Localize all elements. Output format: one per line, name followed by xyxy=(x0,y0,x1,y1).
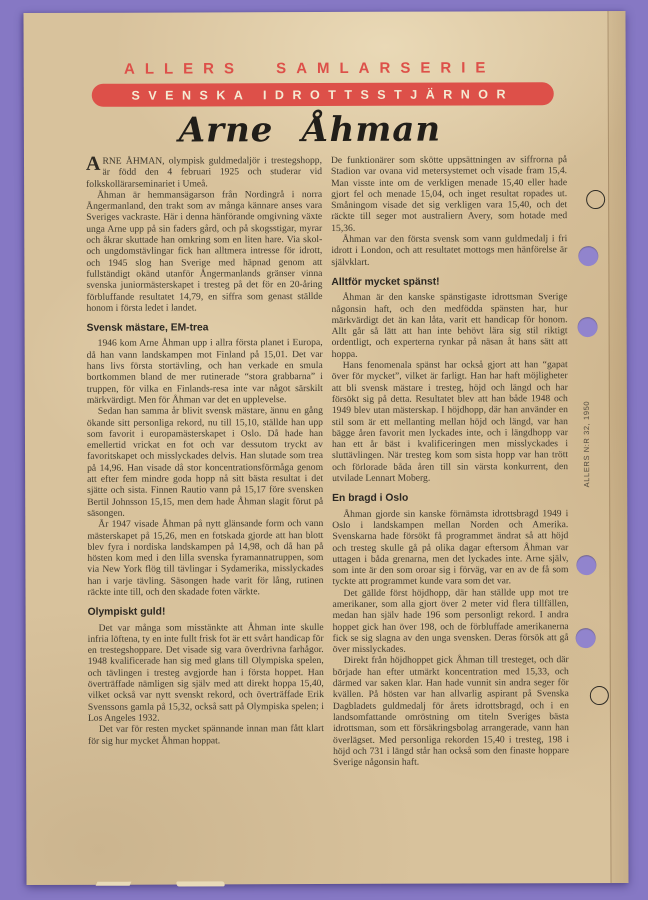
lead-caps: RNE ÅHMAN, xyxy=(102,155,165,167)
punch-hole-3 xyxy=(576,555,596,575)
paragraph: Hans fenomenala spänst har också gjort att han “gapat över för mycket”, vilket är farligt. Han har haft möjligheter att bli svensk mästare i tresteg, höjd och längd och har försökt sig på detta. Resultatet blev att han både 1948 och 1949 blev utan mästerskap. I höjdhopp, där han använder en stil som är ett mellanting mellan höjd och längd, var han bägge åren favorit men lyckades inte, och i längdhopp var han ett år bäst i kvalificeringen men misslyckades i sluttävlingen. När tresteg kom som sista hopp var han trött och förlorade båda åren till sin värsta konkurrent, den utvilade Lennart Moberg. xyxy=(331,359,569,484)
paper-tear xyxy=(176,881,225,886)
paragraph: Sedan han samma år blivit svensk mästare, ännu en gång ökande sitt personliga rekord, nu till 15,10, ställde han upp som favorit i europamästerskapet i Oslo. Då hade han emellertid vrickat en fot och var dessutom tryckt av favoritskapet och misslyckades delvis. Han slutade som trea på 14,96. Han visade då stor koncentrationsförmåga genom att efter fem mindre goda hopp nå sitt bästa resultat i det sjätte och sista. Finnen Rautio vann på 15,17 före svensken Bertil Johnsson 15,15, men dem hade Åhman slagit förut på säsongen. xyxy=(86,405,324,519)
series-banner xyxy=(92,82,554,107)
paragraph: År 1947 visade Åhman på nytt glänsande form och vann mästerskapet på 15,26, men en fotskada gjorde att han blott blev fyra i nordiska landskampen på 14,98, och då han på hösten kom med i den lilla svenska fyramannatruppen, som via New York flög till tävlingar i Sydamerika, misslyckades han i varje tävling. Säsongen hade varit för lång, rutinen räckte inte till, och den skadade foten värkte. xyxy=(87,518,324,598)
section-heading-svensk-mastare: Svensk mästare, EM-trea xyxy=(86,322,209,334)
side-note: ALLERS N:R 32, 1950 xyxy=(581,400,592,488)
punch-hole-4 xyxy=(576,628,596,648)
article-columns xyxy=(86,154,570,769)
section-heading-olympiskt-guld: Olympiskt guld! xyxy=(87,606,166,619)
paper-fold-edge xyxy=(607,11,628,883)
paragraph: Det var många som misstänkte att Åhman inte skulle infria löftena, ty en inte fullt frisk fot är ett svårt handicap för en trestegshoppare. Det visade sig vara överdrivna farhågor. 1948 kvalificerade han sig med glans till Olympiska spelen, och tävlingen i tresteg avgjorde han i första hoppet. Han överträffade nämligen sig själv med att direkt hoppa 15,40, vilket också var nytt svenskt rekord, och överträffade Erik Svenssons gamla på 15,32, också satt på Olympiska spelen; i Los Angeles 1932. xyxy=(87,621,324,724)
punch-hole-2 xyxy=(578,317,598,337)
paragraph xyxy=(85,152,323,190)
paper-tear xyxy=(96,882,132,886)
paragraph: De funktionärer som skötte uppsättningen av siffrorna på Stadion var ovana vid metersystemet och visade fram 15,4. Man visste inte om de verkligen menade 15,40 eller hade gjort fel och menade 15,04, och inget resultat ropades ut. Småningom visade det sig verkligen vara 15,40, och det räckte till seger mot australiern Avery, som hotade med 15,36. xyxy=(330,154,568,234)
punch-hole-1 xyxy=(578,246,598,266)
dropcap: A xyxy=(85,152,101,175)
paragraph: 1946 kom Arne Åhman upp i allra första planet i Europa, då han vann landskampen mot Finland på 15,01. Det var hans livs första stortävling, och han verkade en smula bortkommen bland de mer rutinerade “stora grabbarna” i truppen, för vilka en Finlands-resa inte var något särskilt märkvärdigt. Men för Åhman var det en upplevelse. xyxy=(86,337,323,406)
paper-sheet xyxy=(23,11,628,885)
series-title: ALLERS SAMLARSERIE xyxy=(123,59,496,78)
article-title: Arne Åhman xyxy=(178,109,442,151)
paragraph: Det gällde först höjdhopp, där han ställde upp mot tre amerikaner, som alla gjort över 2 meter vid flera tillfällen, medan han själv hade 196 som personligt rekord. I andra hoppet gick han över 198, och de förbluffade amerikanerna fick se sig slagna av den unga svensken. Deras försök att gå över misslyckades. xyxy=(332,586,569,656)
paragraph: Det var för resten mycket spännande innan man fått klart för sig hur mycket Åhman hoppat. xyxy=(88,723,324,747)
punch-guide-circle-top xyxy=(586,190,605,209)
paragraph-text: olympisk guldmedaljör i trestegshopp, är född den 4 februari 1925 och studerar vid folkskollärarseminariet i Umeå. xyxy=(86,155,323,190)
column-left xyxy=(85,152,324,769)
paragraph: Direkt från höjdhoppet gick Åhman till tresteget, och där började han efter utmärkt koncentration med 15,33, och därmed var saken klar. Han hade vunnit sin andra seger för kvällen. På hösten var han allvarlig aspirant på Svenska Dagbladets guldmedalj för årets idrottsbragd, och i en landsomfattande omröstning om titeln Sveriges bästa idrottsman, som ett försäkringsbolag arrangerade, vann han överlägset. Med personliga rekorden 15,40 i tresteg, 198 i höjd och 731 i längd står han också som den finaste hoppare Sverige någonsin haft. xyxy=(332,654,570,769)
paragraph: Åhman är den kanske spänstigaste idrottsman Sverige någonsin haft, och den medfödda spänsten har, hur märkvärdigt det än kan låta, varit ett handicap för honom. Allt går så lätt att han inte behövt lära sig stil riktigt ordentligt, och experterna rynkar på näsan åt hans sätt att hoppa. xyxy=(331,291,568,360)
punch-guide-circle-bottom xyxy=(590,686,609,705)
paragraph: Åhman var den första svensk som vann guldmedalj i fri idrott i London, och att resultatet mottogs men hänförelse är självklart. xyxy=(331,233,568,268)
paragraph: Åhman är hemmansägarson från Nordingrå i norra Ångermanland, den trakt som av många kännare anses vara Sveriges vackraste. Här i denna hänförande omgivning växte unga Arne upp på sin faders gård, och på skogsstigar, myrar och åkrar skuttade han omkring som en liten hare. Via skol- och ungdomstävlingar fick han alltmera intresse för idrott, och 1945 slog han Sverige med häpnad genom att fullständigt okänd utanför Ångermanlands gränser vinna svenska juniormästerskapet i tresteg på det för en 20-åring förbluffande resultatet 14,79, en siffra som genast ställde honom i första ledet i landet. xyxy=(86,188,323,314)
banner-title: SVENSKA IDROTTSSTJÄRNOR xyxy=(131,87,515,103)
paragraph: Åhman gjorde sin kanske förnämsta idrottsbragd 1949 i Oslo i landskampen mellan Norden och Amerika. Svenskarna hade försökt få programmet ändrat så att höjd och tresteg skulle gå på olika dagar eftersom Åhman var uttagen i båda grenarna, men det lyckades inte. Arne själv, som inte är den som oroar sig i förväg, var en av de få som tyckte att programmet kunde vara som det var. xyxy=(332,507,569,588)
section-heading-alltfor-mycket-spanst: Alltför mycket spänst! xyxy=(331,276,440,288)
column-right xyxy=(331,154,569,768)
section-heading-en-bragd-i-oslo: En bragd i Oslo xyxy=(332,493,409,505)
